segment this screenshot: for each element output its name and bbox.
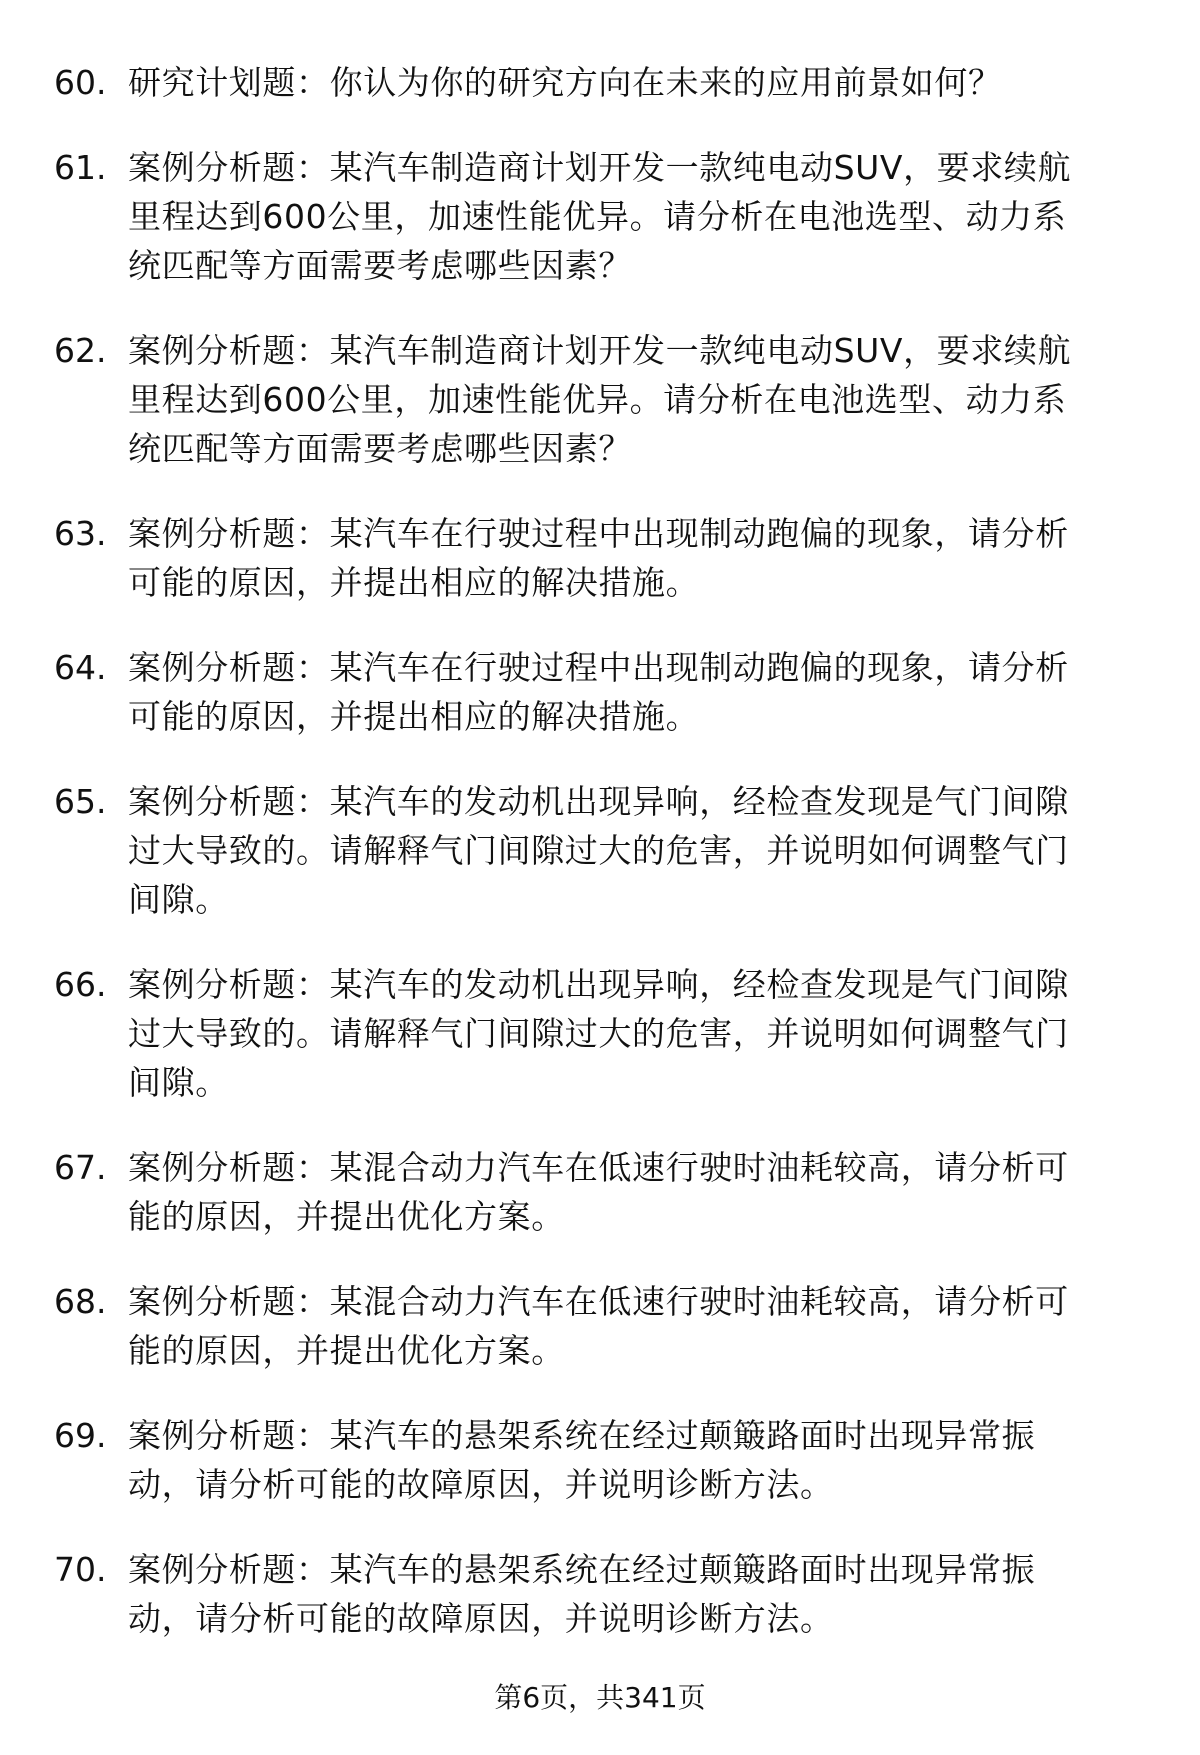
question-text (128, 1411, 1200, 1509)
question-list (0, 58, 1200, 1679)
question-number: 68. (54, 1282, 107, 1321)
question-text-line: 统匹配等方面需要考虑哪些因素？ (128, 429, 632, 468)
question-item (0, 326, 1200, 473)
question-text (128, 777, 1200, 924)
question-text (128, 960, 1200, 1107)
question-number: 70. (54, 1550, 107, 1589)
question-number: 60. (54, 63, 107, 102)
question-number: 61. (54, 148, 107, 187)
question-item (0, 1545, 1200, 1643)
question-text-line: 案例分析题：某汽车制造商计划开发一款纯电动SUV，要求续航 (128, 148, 1072, 187)
question-text-line: 案例分析题：某汽车制造商计划开发一款纯电动SUV，要求续航 (128, 331, 1072, 370)
question-text (128, 643, 1200, 741)
question-item (0, 58, 1200, 107)
question-text-line: 案例分析题：某汽车的悬架系统在经过颠簸路面时出现异常振 (128, 1550, 1036, 1589)
question-text-line: 可能的原因，并提出相应的解决措施。 (128, 563, 700, 602)
question-text-line: 案例分析题：某汽车的发动机出现异响，经检查发现是气门间隙 (128, 965, 1069, 1004)
question-text-line: 可能的原因，并提出相应的解决措施。 (128, 697, 700, 736)
question-item (0, 1277, 1200, 1375)
question-number: 66. (54, 965, 107, 1004)
question-text-line: 案例分析题：某混合动力汽车在低速行驶时油耗较高，请分析可 (128, 1282, 1069, 1321)
question-text-line: 案例分析题：某汽车的悬架系统在经过颠簸路面时出现异常振 (128, 1416, 1036, 1455)
question-item (0, 509, 1200, 607)
question-text-line: 案例分析题：某混合动力汽车在低速行驶时油耗较高，请分析可 (128, 1148, 1069, 1187)
question-text-line: 案例分析题：某汽车在行驶过程中出现制动跑偏的现象，请分析 (128, 514, 1069, 553)
question-text (128, 1277, 1200, 1375)
question-text-line: 案例分析题：某汽车的发动机出现异响，经检查发现是气门间隙 (128, 782, 1069, 821)
question-text-line: 动，请分析可能的故障原因，并说明诊断方法。 (128, 1465, 834, 1504)
question-number: 65. (54, 782, 107, 821)
question-text (128, 326, 1200, 473)
question-number: 63. (54, 514, 107, 553)
question-text-line: 间隙。 (128, 880, 229, 919)
question-text-line: 过大导致的。请解释气门间隙过大的危害，并说明如何调整气门 (128, 1014, 1069, 1053)
question-item (0, 1411, 1200, 1509)
question-text (128, 58, 1200, 107)
question-item (0, 777, 1200, 924)
question-item (0, 960, 1200, 1107)
question-number: 64. (54, 648, 107, 687)
question-item (0, 143, 1200, 290)
question-text-line: 统匹配等方面需要考虑哪些因素？ (128, 246, 632, 285)
question-text (128, 1143, 1200, 1241)
question-number: 69. (54, 1416, 107, 1455)
question-text (128, 509, 1200, 607)
page-footer: 第6页，共341页 (494, 1681, 706, 1714)
question-text-line: 里程达到600公里，加速性能优异。请分析在电池选型、动力系 (128, 380, 1067, 419)
question-text-line: 动，请分析可能的故障原因，并说明诊断方法。 (128, 1599, 834, 1638)
question-text-line: 间隙。 (128, 1063, 229, 1102)
question-number: 67. (54, 1148, 107, 1187)
question-number: 62. (54, 331, 107, 370)
question-item (0, 643, 1200, 741)
question-text (128, 143, 1200, 290)
question-text-line: 案例分析题：某汽车在行驶过程中出现制动跑偏的现象，请分析 (128, 648, 1069, 687)
question-text-line: 能的原因，并提出优化方案。 (128, 1331, 565, 1370)
question-item (0, 1143, 1200, 1241)
question-text-line: 里程达到600公里，加速性能优异。请分析在电池选型、动力系 (128, 197, 1067, 236)
question-text-line: 过大导致的。请解释气门间隙过大的危害，并说明如何调整气门 (128, 831, 1069, 870)
question-text-line: 能的原因，并提出优化方案。 (128, 1197, 565, 1236)
question-text-line: 研究计划题：你认为你的研究方向在未来的应用前景如何？ (128, 63, 1002, 102)
question-text (128, 1545, 1200, 1643)
